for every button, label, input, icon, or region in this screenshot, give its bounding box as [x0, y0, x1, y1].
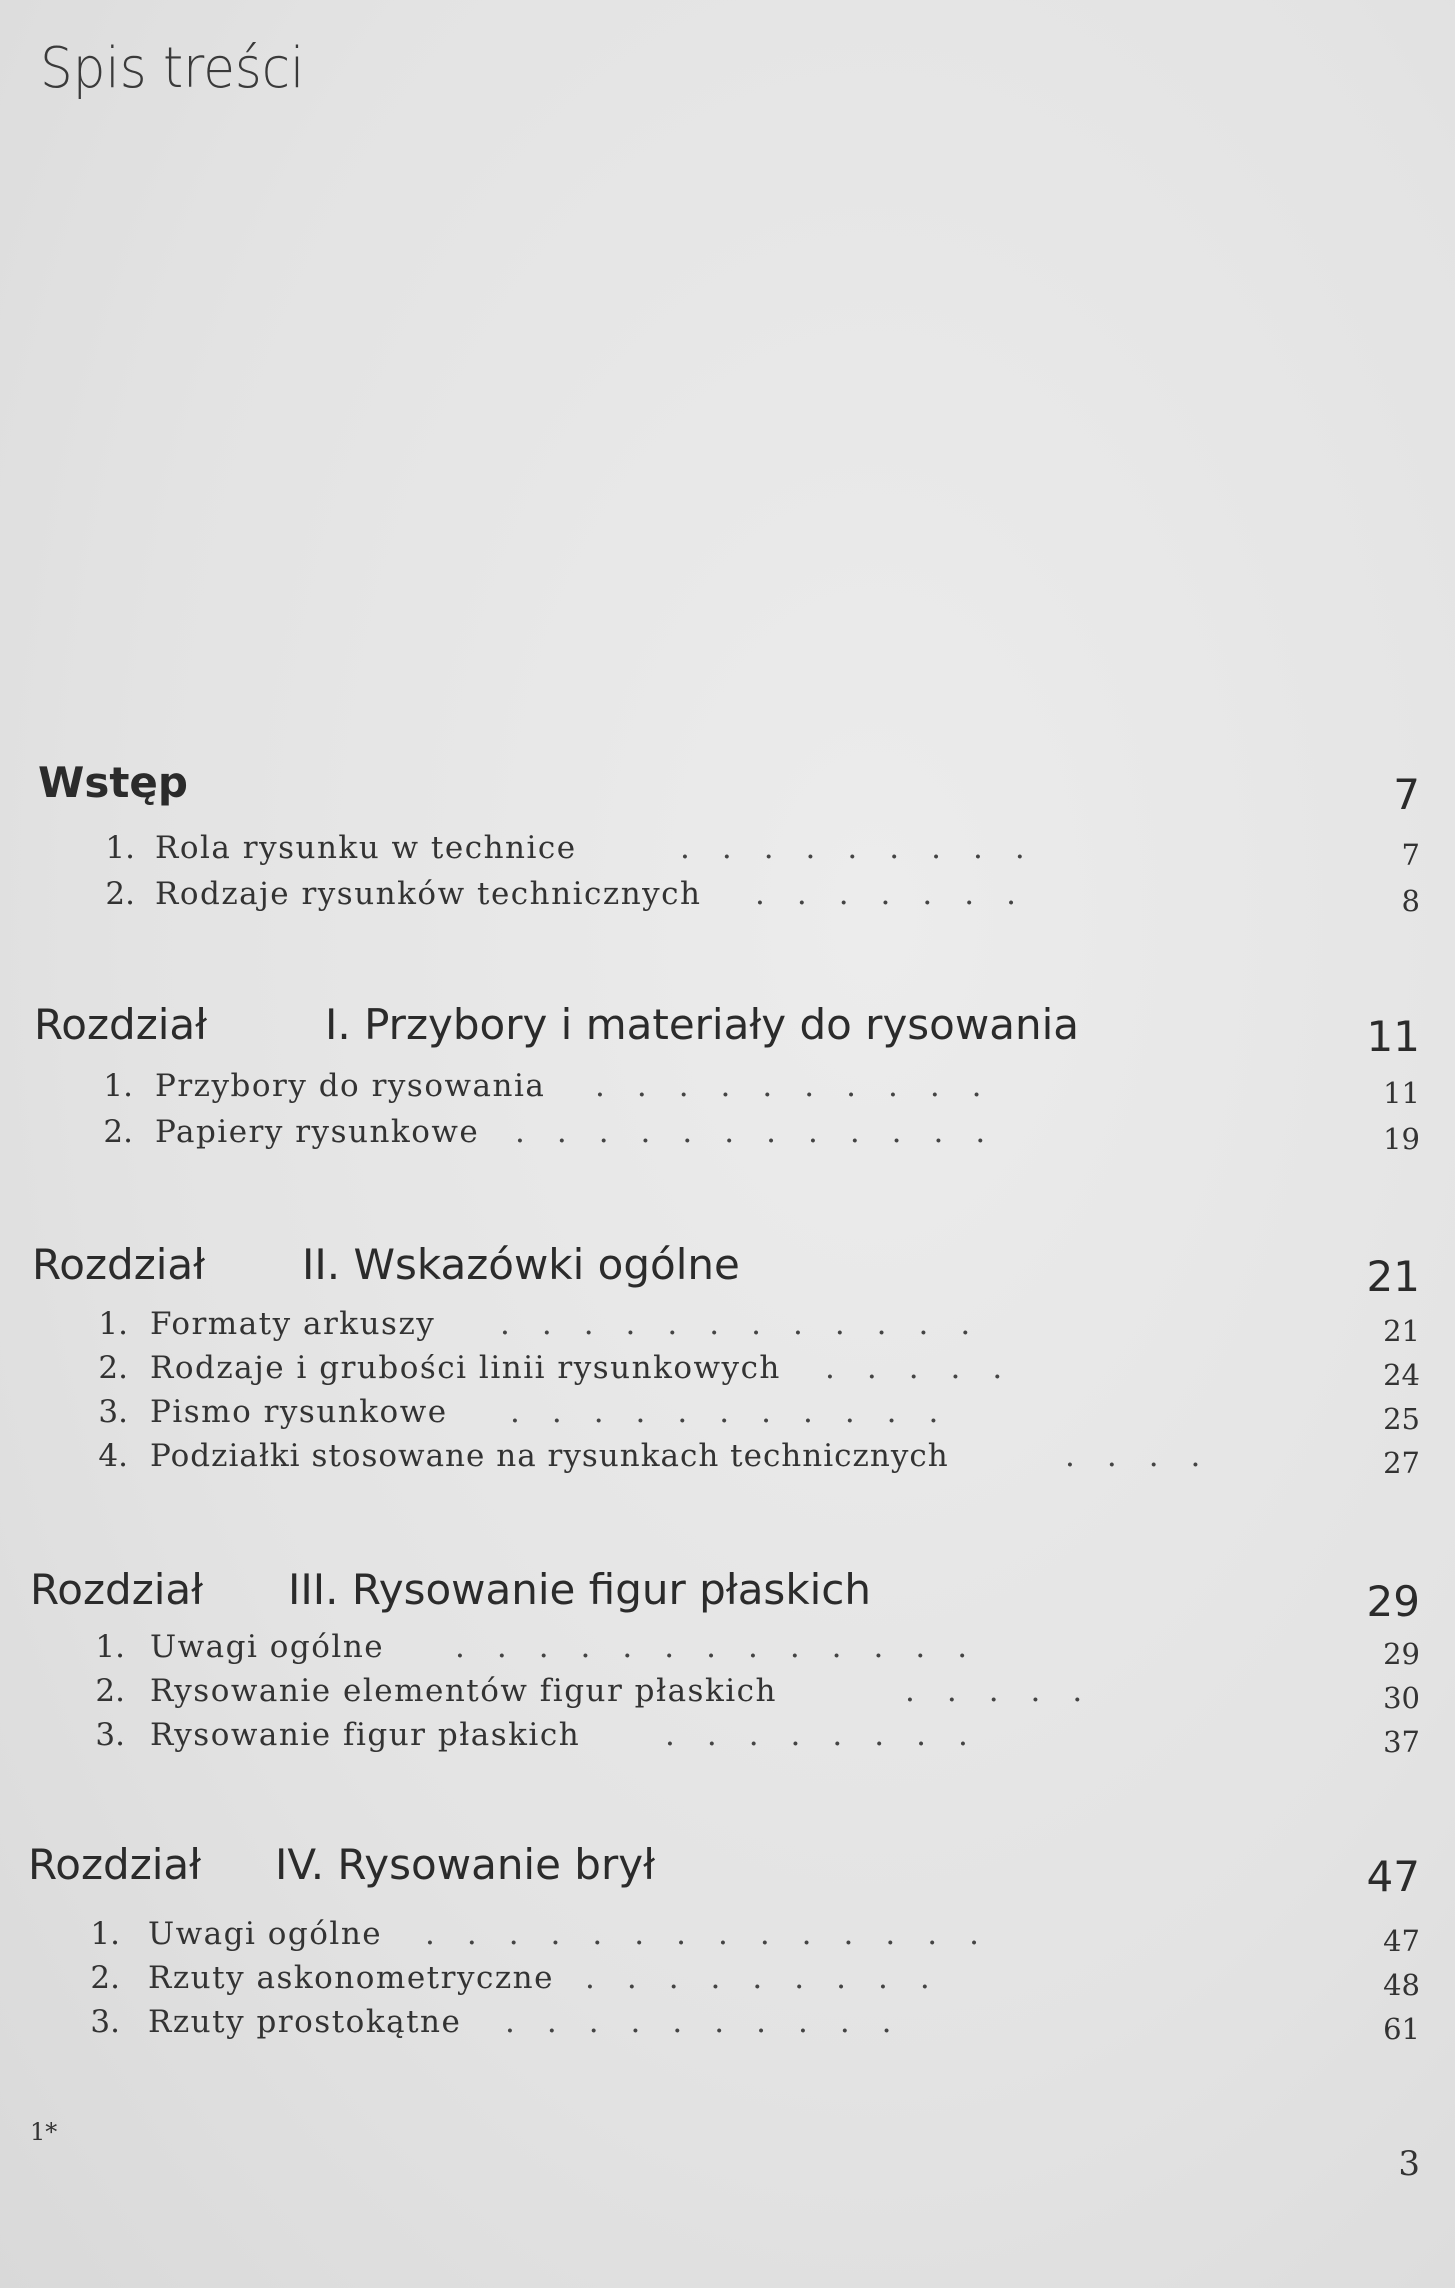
leader-dots: ..... [905, 1673, 1115, 1709]
chapter-label: Rozdział [28, 1840, 202, 1889]
list-item [0, 1717, 1455, 1761]
entry-page-number: 7 [1401, 838, 1420, 872]
entry-list [0, 1629, 1455, 1761]
entry-list [0, 1068, 1455, 1160]
list-item [0, 2004, 1455, 2048]
leader-dots: ..... [825, 1350, 1035, 1386]
entry-list [0, 1916, 1455, 2048]
page-title: Spis treści [40, 36, 305, 101]
list-item [0, 876, 1455, 922]
page-number: 3 [1398, 2144, 1420, 2184]
entry-page-number: 29 [1383, 1637, 1420, 1671]
entry-number: 3. [90, 2004, 120, 2040]
entry-page-number: 61 [1383, 2012, 1420, 2046]
entry-number: 3. [98, 1394, 128, 1430]
signature-mark: 1* [30, 2118, 58, 2146]
entry-number: 1. [90, 1916, 120, 1952]
list-item [0, 1068, 1455, 1114]
entry-number: 2. [95, 1673, 125, 1709]
entry-title: Przybory do rysowania [155, 1068, 546, 1104]
list-item [0, 1394, 1455, 1438]
leader-dots: .......... [595, 1068, 1014, 1104]
chapter-2 [0, 1240, 1455, 1486]
chapter-label: Rozdział [30, 1565, 204, 1614]
chapter-intro [0, 758, 1455, 920]
entry-number: 2. [98, 1350, 128, 1386]
leader-dots: ......... [680, 830, 1057, 866]
entry-title: Rola rysunku w technice [155, 830, 577, 866]
entry-number: 1. [95, 1629, 125, 1665]
chapter-page-number: 47 [1366, 1852, 1420, 1901]
entry-page-number: 30 [1383, 1681, 1420, 1715]
chapter-1 [0, 1000, 1455, 1162]
entry-page-number: 37 [1383, 1725, 1420, 1759]
entry-title: Rysowanie elementów figur płaskich [150, 1673, 777, 1709]
leader-dots: .............. [425, 1916, 1011, 1952]
chapter-title: I. Przybory i materiały do rysowania [325, 1000, 1079, 1049]
entry-title: Rzuty askonometryczne [148, 1960, 554, 1996]
entry-number: 1. [98, 1306, 128, 1342]
entry-title: Rodzaje i grubości linii rysunkowych [150, 1350, 781, 1386]
chapter-label: Rozdział [34, 1000, 208, 1049]
leader-dots: ........ [665, 1717, 1000, 1753]
entry-title: Papiery rysunkowe [155, 1114, 480, 1150]
entry-title: Uwagi ogólne [150, 1629, 385, 1665]
list-item [0, 1629, 1455, 1673]
chapter-heading [0, 1000, 1455, 1070]
entry-title: Uwagi ogólne [148, 1916, 383, 1952]
entry-number: 1. [105, 830, 135, 866]
leader-dots: ....... [755, 876, 1048, 912]
chapter-page-number: 11 [1366, 1012, 1420, 1061]
chapter-3 [0, 1565, 1455, 1767]
chapter-title: III. Rysowanie figur płaskich [288, 1565, 872, 1614]
entry-number: 1. [103, 1068, 133, 1104]
leader-dots: ............ [515, 1114, 1018, 1150]
leader-dots: ......... [585, 1960, 962, 1996]
entry-page-number: 19 [1383, 1122, 1420, 1156]
entry-page-number: 8 [1401, 884, 1420, 918]
entry-page-number: 48 [1383, 1968, 1420, 2002]
entry-page-number: 25 [1383, 1402, 1420, 1436]
chapter-title: IV. Rysowanie brył [275, 1840, 656, 1889]
entry-title: Rzuty prostokątne [148, 2004, 462, 2040]
entry-number: 2. [103, 1114, 133, 1150]
entry-list [0, 1306, 1455, 1482]
entry-number: 3. [95, 1717, 125, 1753]
leader-dots: ............. [455, 1629, 1000, 1665]
entry-page-number: 47 [1383, 1924, 1420, 1958]
chapter-heading [0, 1840, 1455, 1910]
list-item [0, 1306, 1455, 1350]
entry-page-number: 27 [1383, 1446, 1420, 1480]
chapter-title: II. Wskazówki ogólne [302, 1240, 740, 1289]
entry-title: Formaty arkuszy [150, 1306, 436, 1342]
chapter-heading [0, 1565, 1455, 1635]
chapter-4 [0, 1840, 1455, 2046]
entry-title: Podziałki stosowane na rysunkach technicznych [150, 1438, 949, 1474]
list-item [0, 1960, 1455, 2004]
chapter-label: Wstęp [38, 758, 188, 807]
entry-number: 2. [105, 876, 135, 912]
entry-page-number: 21 [1383, 1314, 1420, 1348]
entry-number: 2. [90, 1960, 120, 1996]
list-item [0, 1350, 1455, 1394]
list-item [0, 1438, 1455, 1482]
chapter-page-number: 7 [1393, 770, 1420, 819]
list-item [0, 1673, 1455, 1717]
list-item [0, 1114, 1455, 1160]
entry-title: Rysowanie figur płaskich [150, 1717, 581, 1753]
leader-dots: ........... [510, 1394, 971, 1430]
entry-title: Rodzaje rysunków technicznych [155, 876, 702, 912]
chapter-page-number: 29 [1366, 1577, 1420, 1626]
chapter-heading [0, 758, 1455, 828]
chapter-page-number: 21 [1366, 1252, 1420, 1301]
list-item [0, 1916, 1455, 1960]
entry-title: Pismo rysunkowe [150, 1394, 448, 1430]
list-item [0, 830, 1455, 876]
leader-dots: .... [1065, 1438, 1233, 1474]
entry-list [0, 830, 1455, 922]
entry-page-number: 24 [1383, 1358, 1420, 1392]
leader-dots: .......... [505, 2004, 924, 2040]
chapter-heading [0, 1240, 1455, 1310]
entry-number: 4. [98, 1438, 128, 1474]
entry-page-number: 11 [1383, 1076, 1420, 1110]
chapter-label: Rozdział [32, 1240, 206, 1289]
leader-dots: ............ [500, 1306, 1003, 1342]
